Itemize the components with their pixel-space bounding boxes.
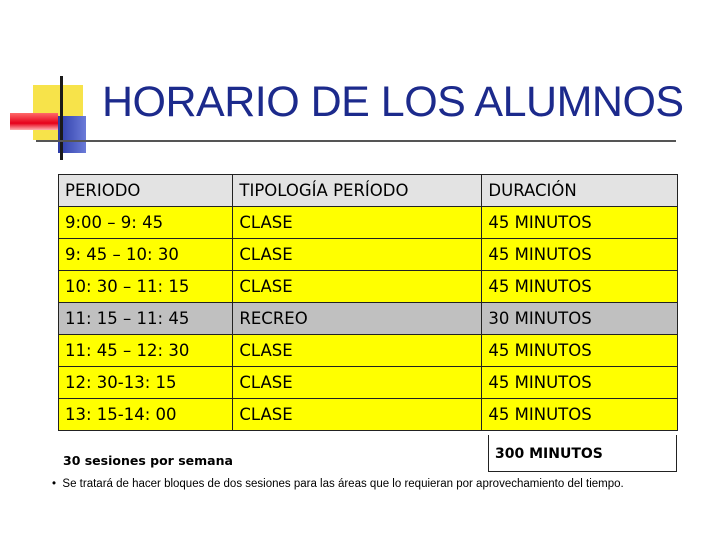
header-duracion: DURACIÓN bbox=[482, 175, 678, 207]
cell-duracion: 45 MINUTOS bbox=[482, 367, 678, 399]
cell-duracion: 30 MINUTOS bbox=[482, 303, 678, 335]
total-minutes: 300 MINUTOS bbox=[488, 435, 677, 472]
cell-duracion: 45 MINUTOS bbox=[482, 207, 678, 239]
schedule-table bbox=[58, 174, 678, 431]
cell-tipologia: CLASE bbox=[233, 399, 482, 431]
cell-duracion: 45 MINUTOS bbox=[482, 335, 678, 367]
table-row bbox=[59, 239, 678, 271]
header-tipologia: TIPOLOGÍA PERÍODO bbox=[233, 175, 482, 207]
cell-periodo: 11: 15 – 11: 45 bbox=[59, 303, 233, 335]
sessions-per-week: 30 sesiones por semana bbox=[63, 453, 233, 468]
cell-periodo: 10: 30 – 11: 15 bbox=[59, 271, 233, 303]
bullet-icon: • bbox=[52, 478, 63, 490]
table-header-row bbox=[59, 175, 678, 207]
table-row bbox=[59, 367, 678, 399]
table-row bbox=[59, 207, 678, 239]
table-row-recreo bbox=[59, 303, 678, 335]
cell-periodo: 9: 45 – 10: 30 bbox=[59, 239, 233, 271]
header-periodo: PERIODO bbox=[59, 175, 233, 207]
cell-tipologia: CLASE bbox=[233, 367, 482, 399]
cell-duracion: 45 MINUTOS bbox=[482, 399, 678, 431]
cell-tipologia: RECREO bbox=[233, 303, 482, 335]
page-title: HORARIO DE LOS ALUMNOS bbox=[102, 78, 684, 126]
table-row bbox=[59, 271, 678, 303]
title-underline bbox=[36, 140, 676, 142]
cell-periodo: 13: 15-14: 00 bbox=[59, 399, 233, 431]
cell-tipologia: CLASE bbox=[233, 239, 482, 271]
cell-tipologia: CLASE bbox=[233, 335, 482, 367]
cell-tipologia: CLASE bbox=[233, 207, 482, 239]
cell-periodo: 11: 45 – 12: 30 bbox=[59, 335, 233, 367]
table-row bbox=[59, 335, 678, 367]
logo-vertical-line bbox=[60, 76, 63, 160]
footnote bbox=[52, 478, 624, 490]
logo-red-bar bbox=[10, 113, 58, 130]
cell-tipologia: CLASE bbox=[233, 271, 482, 303]
cell-duracion: 45 MINUTOS bbox=[482, 239, 678, 271]
table-row bbox=[59, 399, 678, 431]
cell-duracion: 45 MINUTOS bbox=[482, 271, 678, 303]
cell-periodo: 12: 30-13: 15 bbox=[59, 367, 233, 399]
cell-periodo: 9:00 – 9: 45 bbox=[59, 207, 233, 239]
footnote-text: Se tratará de hacer bloques de dos sesiones para las áreas que lo requieran por aprovechamiento del tiempo. bbox=[62, 478, 624, 490]
